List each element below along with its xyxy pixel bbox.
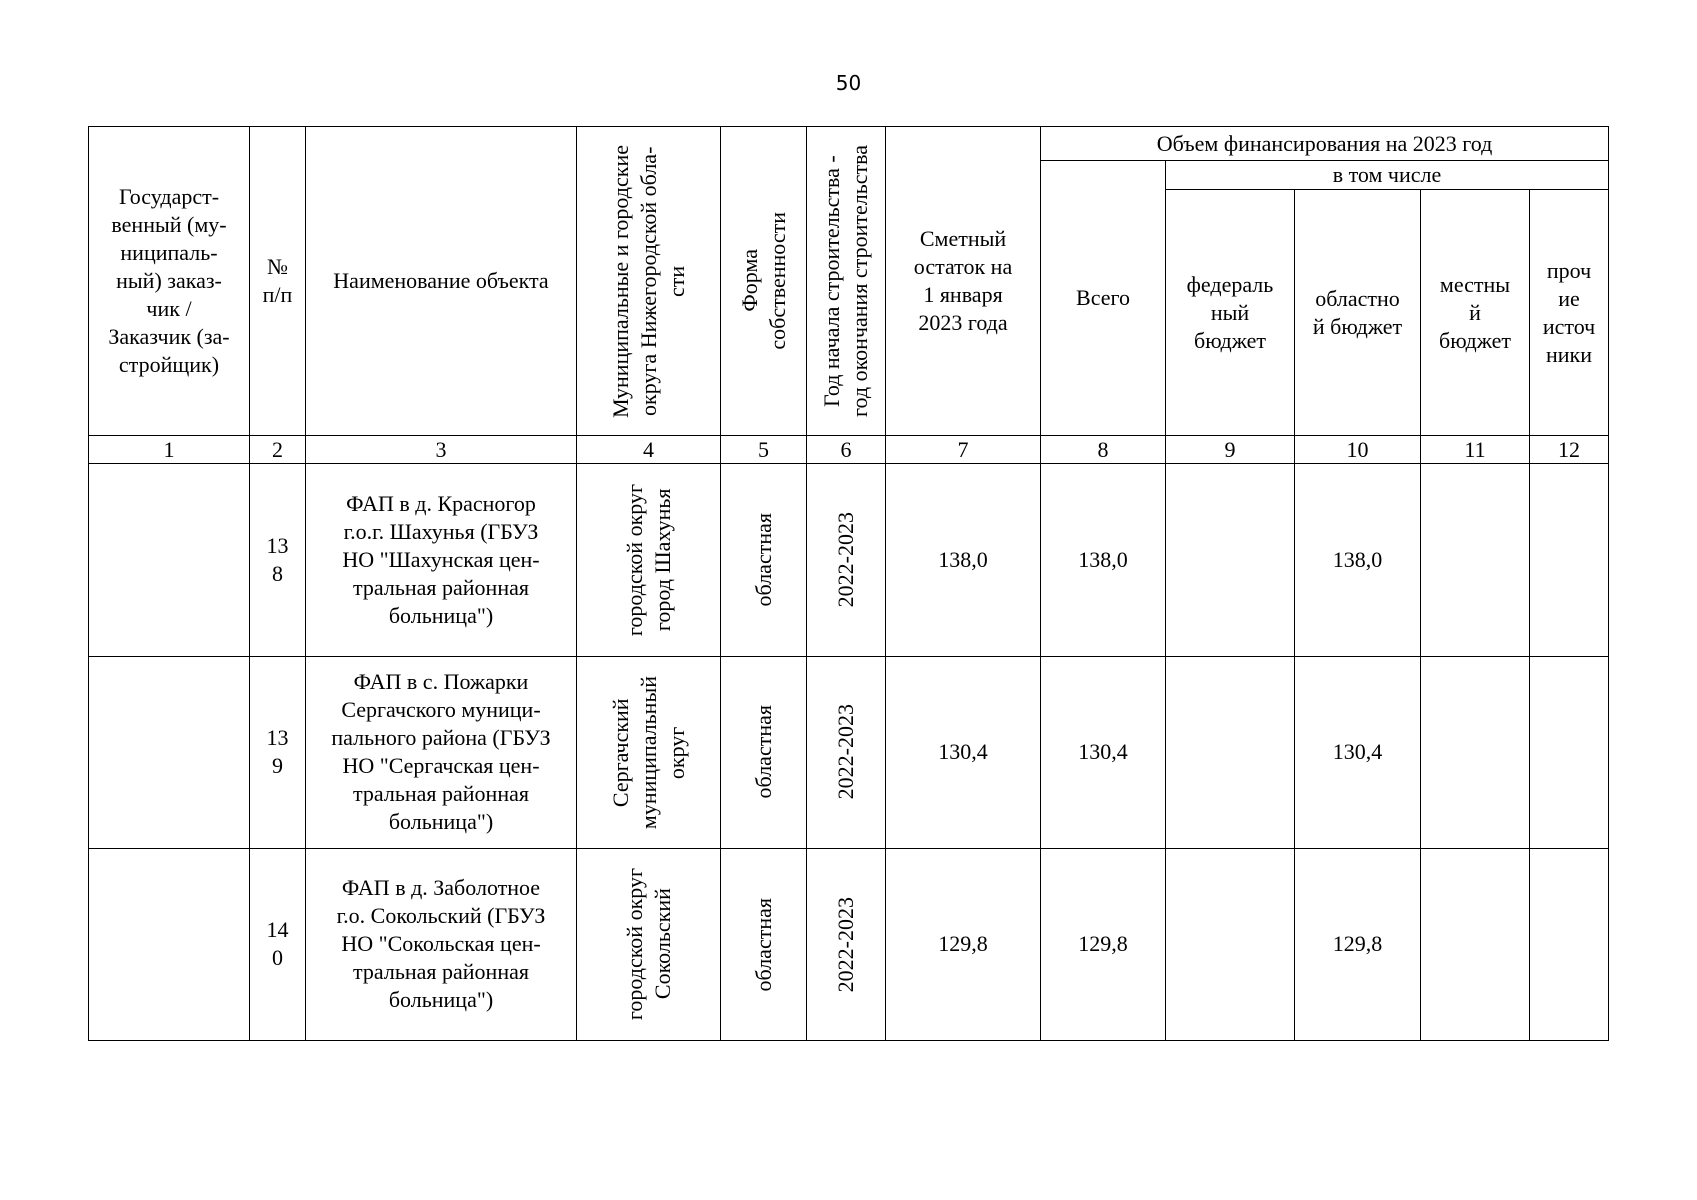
cell-customer	[89, 656, 250, 848]
page-number: 50	[835, 71, 862, 95]
cell-total: 130,4	[1041, 656, 1166, 848]
cell-estimate: 130,4	[886, 656, 1041, 848]
cell-other	[1530, 848, 1609, 1040]
column-number: 5	[721, 436, 807, 464]
cell-num: 13 9	[250, 656, 306, 848]
cell-regional: 138,0	[1295, 464, 1421, 656]
cell-customer	[89, 848, 250, 1040]
header-federal: федераль ный бюджет	[1166, 190, 1295, 436]
cell-total: 129,8	[1041, 848, 1166, 1040]
header-num: № п/п	[250, 127, 306, 436]
column-number: 12	[1530, 436, 1609, 464]
header-regional: областно й бюджет	[1295, 190, 1421, 436]
cell-ownership: областная	[721, 848, 807, 1040]
cell-local	[1421, 848, 1530, 1040]
cell-federal	[1166, 656, 1295, 848]
column-number: 3	[306, 436, 577, 464]
header-other: проч ие источ ники	[1530, 190, 1609, 436]
cell-customer	[89, 464, 250, 656]
cell-years: 2022-2023	[807, 656, 886, 848]
column-number: 8	[1041, 436, 1166, 464]
header-ownership: Форма собственности	[721, 127, 807, 436]
cell-regional: 130,4	[1295, 656, 1421, 848]
table-row	[89, 464, 1609, 656]
cell-object-name: ФАП в д. Заболотное г.о. Сокольский (ГБУЗ НО "Сокольская цен- тральная районная больница")	[306, 848, 577, 1040]
header-funding-group: Объем финансирования на 2023 год	[1041, 127, 1609, 161]
cell-municipality: городской округ город Шахунья	[577, 464, 721, 656]
cell-estimate: 129,8	[886, 848, 1041, 1040]
cell-ownership: областная	[721, 464, 807, 656]
financing-table	[88, 126, 1609, 1041]
cell-other	[1530, 656, 1609, 848]
cell-other	[1530, 464, 1609, 656]
table-row	[89, 656, 1609, 848]
header-customer: Государст- венный (му- ниципаль- ный) заказ- чик / Заказчик (за- стройщик)	[89, 127, 250, 436]
header-including: в том числе	[1166, 161, 1609, 190]
cell-object-name: ФАП в с. Пожарки Сергачского муници- пального района (ГБУЗ НО "Сергачская цен- тральная районная больница")	[306, 656, 577, 848]
column-number: 1	[89, 436, 250, 464]
cell-num: 13 8	[250, 464, 306, 656]
header-municipality: Муниципальные и городские округа Нижегородской обла- сти	[577, 127, 721, 436]
column-number: 7	[886, 436, 1041, 464]
cell-municipality: городской округ Сокольский	[577, 848, 721, 1040]
cell-municipality: Сергачский муниципальный округ	[577, 656, 721, 848]
cell-federal	[1166, 464, 1295, 656]
cell-years: 2022-2023	[807, 848, 886, 1040]
column-number: 6	[807, 436, 886, 464]
column-number: 11	[1421, 436, 1530, 464]
table-row	[89, 848, 1609, 1040]
cell-ownership: областная	[721, 656, 807, 848]
header-local: местны й бюджет	[1421, 190, 1530, 436]
cell-local	[1421, 656, 1530, 848]
column-number: 10	[1295, 436, 1421, 464]
cell-object-name: ФАП в д. Красногор г.о.г. Шахунья (ГБУЗ НО "Шахунская цен- тральная районная больница")	[306, 464, 577, 656]
header-estimate: Сметный остаток на 1 января 2023 года	[886, 127, 1041, 436]
cell-federal	[1166, 848, 1295, 1040]
cell-years: 2022-2023	[807, 464, 886, 656]
column-number: 2	[250, 436, 306, 464]
cell-num: 14 0	[250, 848, 306, 1040]
header-years: Год начала строительства - год окончания строительства	[807, 127, 886, 436]
cell-regional: 129,8	[1295, 848, 1421, 1040]
header-object-name: Наименование объекта	[306, 127, 577, 436]
column-number: 4	[577, 436, 721, 464]
header-total: Всего	[1041, 161, 1166, 436]
cell-total: 138,0	[1041, 464, 1166, 656]
header-row	[89, 127, 1609, 161]
column-number: 9	[1166, 436, 1295, 464]
column-number-row	[89, 436, 1609, 464]
cell-local	[1421, 464, 1530, 656]
cell-estimate: 138,0	[886, 464, 1041, 656]
